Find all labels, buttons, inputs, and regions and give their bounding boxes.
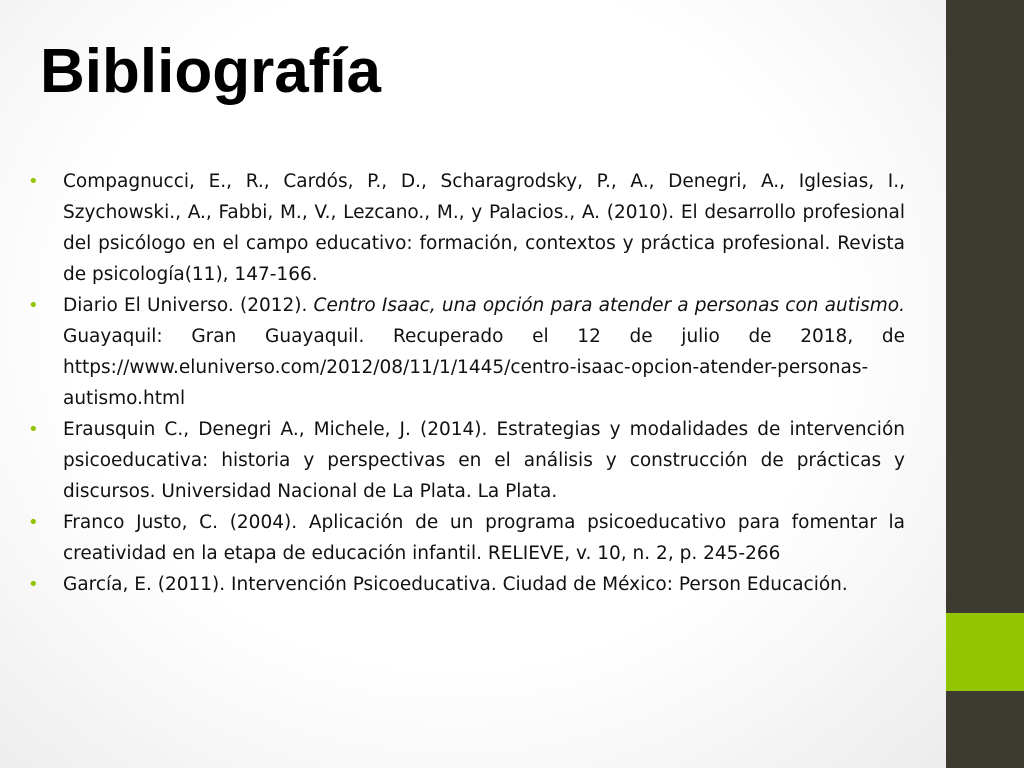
bullet-icon: • [28, 171, 39, 192]
reference-text-start: Diario El Universo. (2012). [63, 295, 314, 316]
reference-text: Compagnucci, E., R., Cardós, P., D., Scharagrodsky, P., A., Denegri, A., Iglesias, I., Szychowski., A., Fabbi, M., V., Lezcano., M., y Palacios., A. (2010). El desarrollo profesional del psicólogo en el campo educativo: formación, contextos y práctica profesional. Revista de psicología(11), 147-166. [63, 171, 905, 285]
reference-item [28, 290, 905, 414]
bullet-icon: • [28, 419, 39, 440]
reference-item [28, 414, 905, 507]
reference-text: García, E. (2011). Intervención Psicoeducativa. Ciudad de México: Person Educación. [63, 574, 848, 595]
reference-text-end: Guayaquil: Gran Guayaquil. Recuperado el 12 de julio de 2018, de https://www.eluniverso.com/2012/08/11/1/1445/centro-isaac-opcion-atender-personas-autismo.html [63, 326, 905, 409]
reference-item [28, 166, 905, 290]
reference-list [28, 166, 905, 600]
sidebar-accent-square [946, 613, 1024, 691]
reference-text: Erausquin C., Denegri A., Michele, J. (2014). Estrategias y modalidades de intervención psicoeducativa: historia y perspectivas en el análisis y construcción de prácticas y discursos. Universidad Nacional de La Plata. La Plata. [63, 419, 905, 502]
bullet-icon: • [28, 295, 39, 316]
reference-title-italic: Centro Isaac, una opción para atender a personas con autismo. [313, 295, 905, 316]
reference-text: Franco Justo, C. (2004). Aplicación de un programa psicoeducativo para fomentar la creatividad en la etapa de educación infantil. RELIEVE, v. 10, n. 2, p. 245-266 [63, 512, 905, 564]
page-title: Bibliografía [40, 37, 382, 106]
bullet-icon: • [28, 512, 39, 533]
reference-item [28, 569, 905, 600]
bullet-icon: • [28, 574, 39, 595]
reference-item [28, 507, 905, 569]
